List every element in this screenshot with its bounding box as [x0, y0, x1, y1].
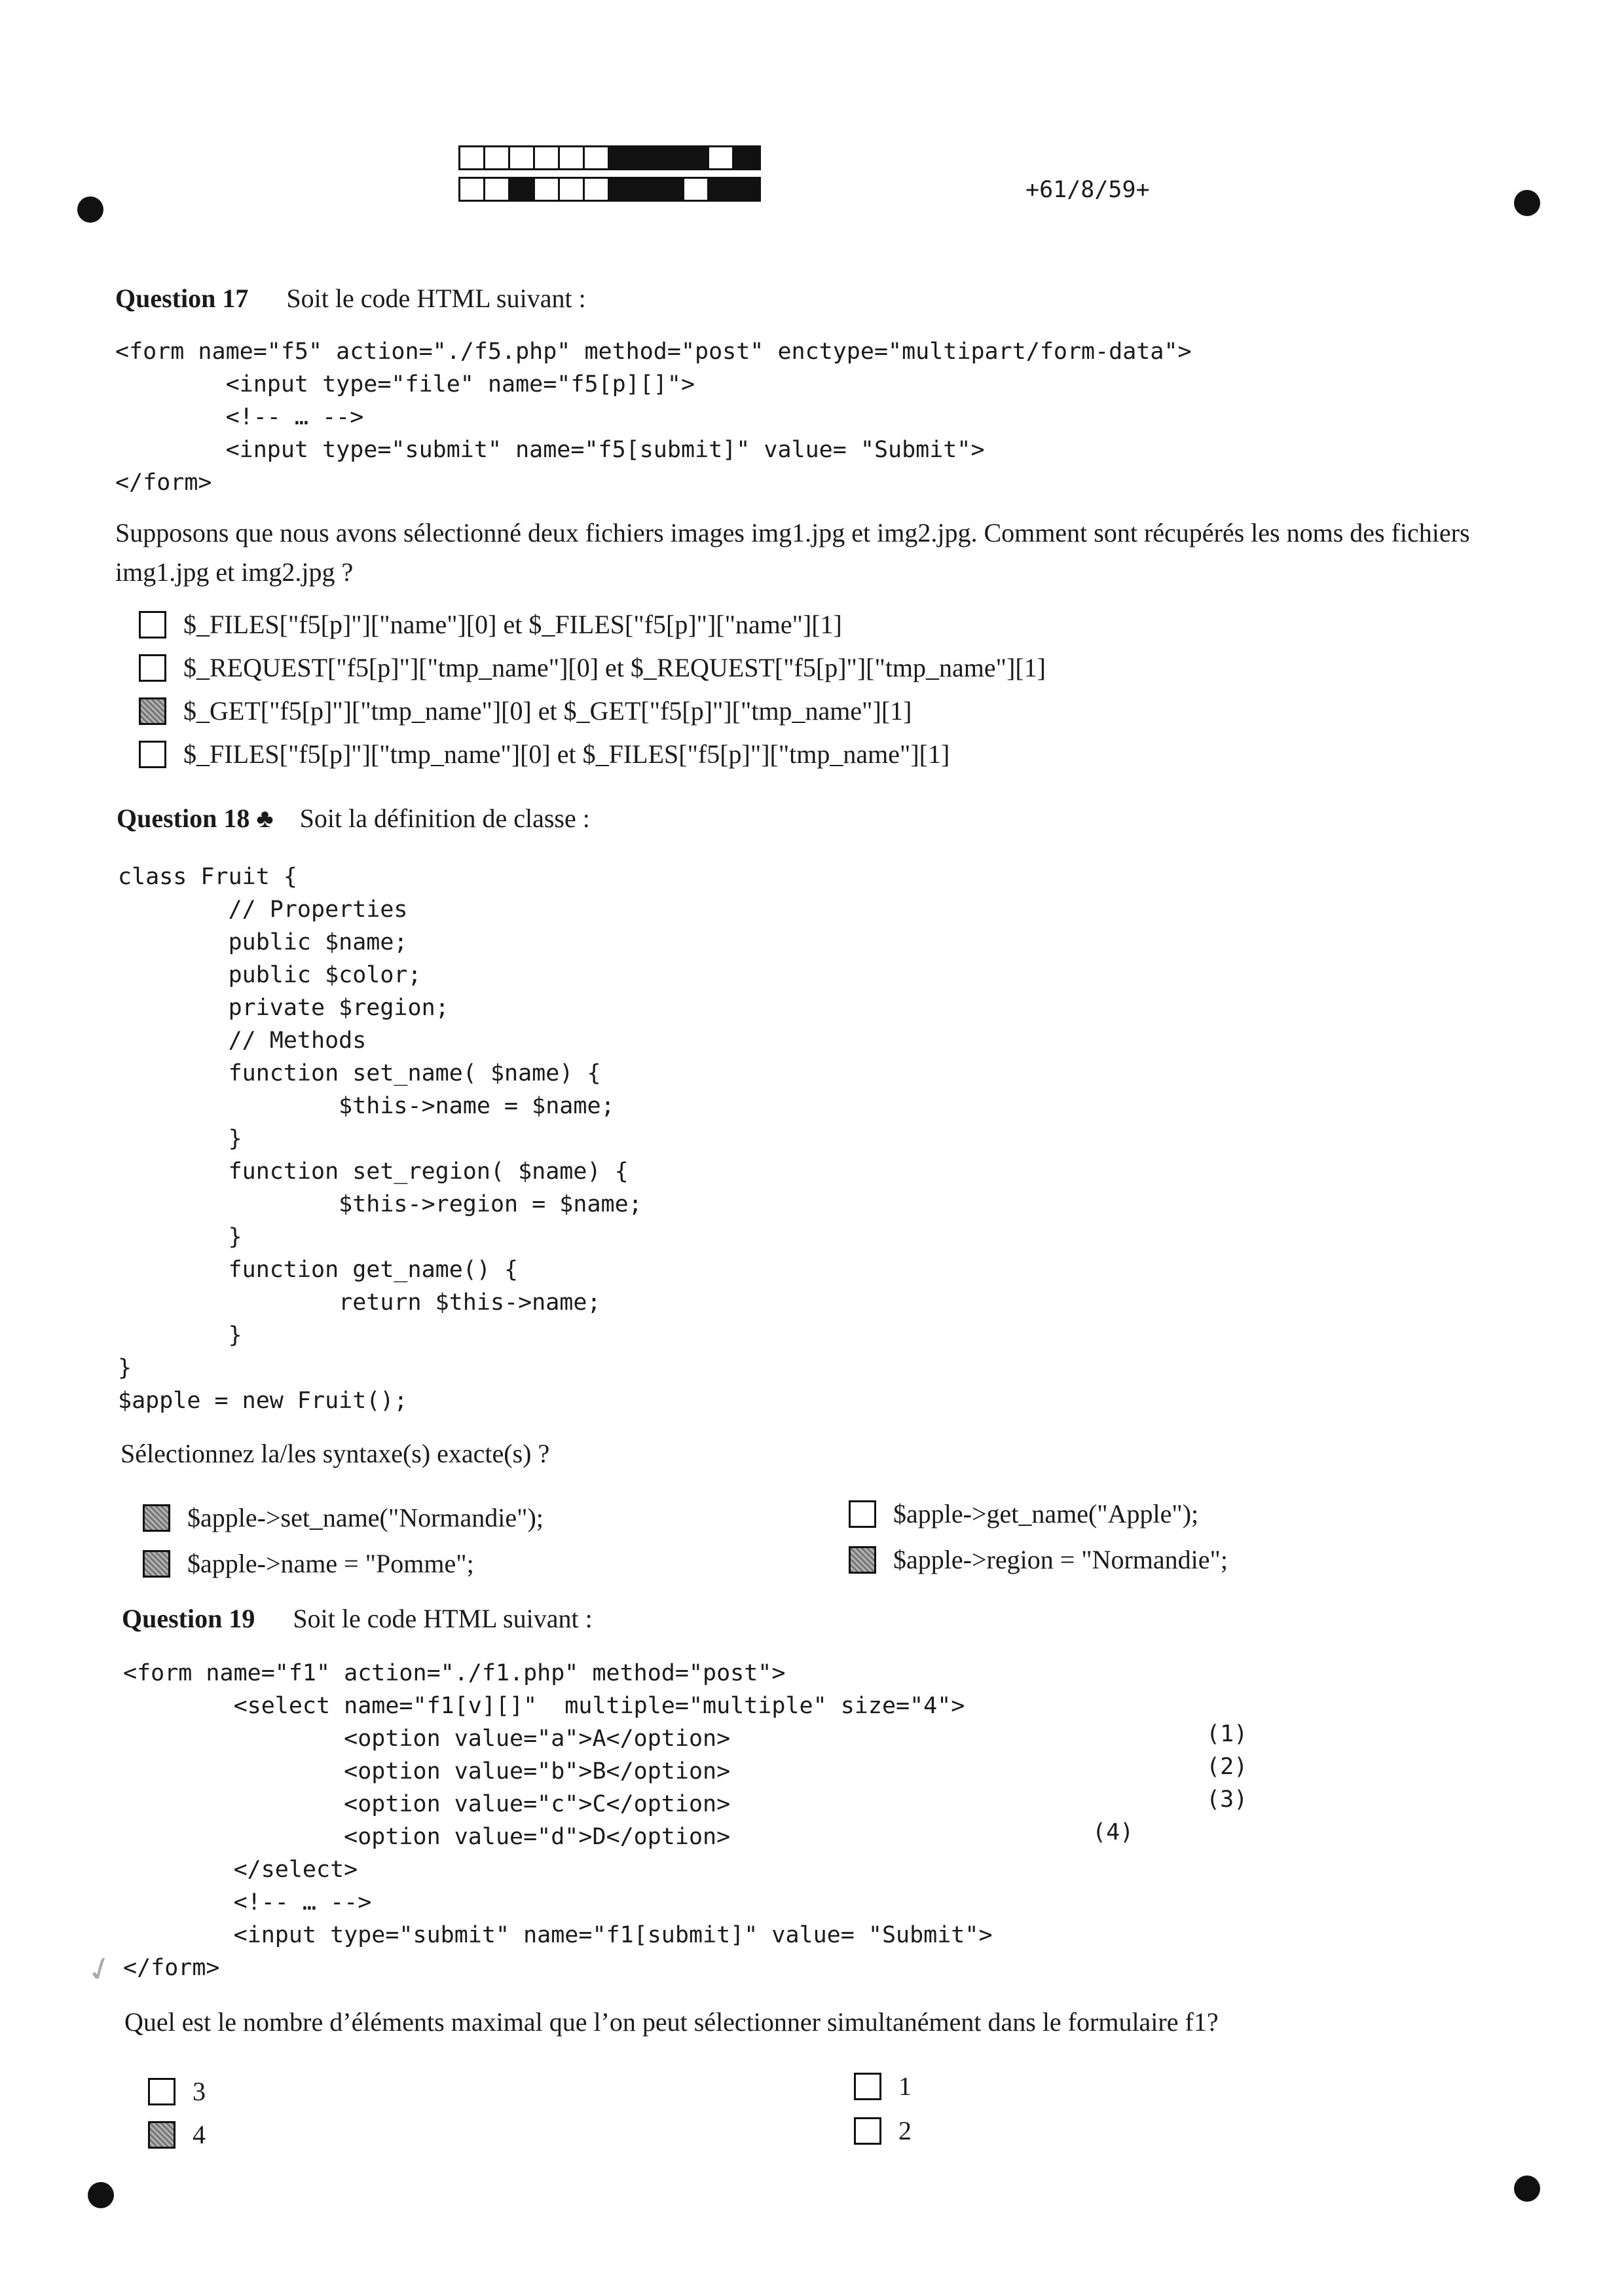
q19-option-3-checkbox[interactable]: [854, 2073, 881, 2100]
barcode-top-cell-10: [684, 147, 709, 168]
barcode-bottom-cell-8: [635, 179, 659, 200]
q19-option-1-label: 3: [193, 2077, 206, 2106]
q19-option-1-checkbox[interactable]: [148, 2078, 175, 2105]
registration-mark-top-right: [1514, 190, 1540, 216]
q18-option-2-checkbox[interactable]: [143, 1550, 170, 1578]
barcode-top-cell-11: [709, 147, 734, 168]
q18-option-4-label: $apple->region = "Normandie";: [893, 1545, 1228, 1574]
barcode-top-cell-7: [610, 147, 635, 168]
q17-heading: [115, 283, 586, 314]
q18-option-2-label: $apple->name = "Pomme";: [187, 1549, 474, 1578]
marginal-check-mark: ✓: [81, 1947, 120, 1991]
q17-option-3-checkbox[interactable]: [139, 697, 166, 725]
barcode-bottom-cell-3: [510, 179, 535, 200]
barcode-top-cell-8: [635, 147, 659, 168]
q17-option-2-checkbox[interactable]: [139, 654, 166, 682]
barcode-bottom-cell-4: [535, 179, 560, 200]
q19-option-2-label: 4: [193, 2120, 206, 2149]
q19-option-4-label: 2: [898, 2116, 912, 2145]
q19-line-note-4: (4): [1092, 1819, 1134, 1845]
barcode-top-cell-2: [485, 147, 510, 168]
q18-option-4[interactable]: [849, 1544, 1228, 1575]
q18-question: Sélectionnez la/les syntaxe(s) exacte(s) ?: [120, 1439, 550, 1468]
q19-option-3-label: 1: [898, 2071, 912, 2101]
q19-heading: [122, 1603, 593, 1634]
registration-mark-bottom-left: [88, 2182, 114, 2208]
q18-option-3-checkbox[interactable]: [849, 1500, 876, 1528]
q17-question: Supposons que nous avons sélectionné deux fichiers images img1.jpg et img2.jpg. Comment sont récupérés les noms des fichiers img1.jpg et img2.jpg ?: [115, 518, 1470, 587]
q19-option-4[interactable]: [854, 2115, 912, 2146]
club-icon: ♣: [256, 804, 274, 833]
barcode-top-cell-9: [659, 147, 684, 168]
barcode-bottom-row: [458, 177, 761, 202]
q18-number: [117, 804, 274, 833]
barcode-top-cell-6: [585, 147, 610, 168]
barcode-bottom-cell-9: [659, 179, 684, 200]
barcode-top-cell-1: [460, 147, 485, 168]
q18-option-4-checkbox[interactable]: [849, 1546, 876, 1574]
q19-option-1[interactable]: [148, 2076, 206, 2107]
barcode-top-cell-3: [510, 147, 535, 168]
q17-option-2[interactable]: [139, 652, 1046, 683]
q18-heading: [117, 803, 590, 834]
registration-mark-top-left: [77, 196, 103, 223]
barcode-bottom-cell-7: [610, 179, 635, 200]
barcode-top-cell-4: [535, 147, 560, 168]
q18-option-3[interactable]: [849, 1498, 1198, 1529]
q17-option-3[interactable]: [139, 695, 912, 726]
q19-line-note-2: (2): [1206, 1754, 1248, 1780]
q18-option-3-label: $apple->get_name("Apple");: [893, 1499, 1199, 1528]
q19-option-2[interactable]: [148, 2119, 206, 2150]
q19-code: <form name="f1" action="./f1.php" method="post"> <select name="f1[v][]" multiple="multiple" size="4"> <option value="a">A</option> <option value="b">B</option> <option value="c">C</option> <option value="d">D</option> </select> <!-- … --> <input type="submit" name="f1[submit]" value= "Submit"> </form>: [123, 1660, 993, 1981]
q17-option-1[interactable]: [139, 609, 842, 640]
q17-option-4-checkbox[interactable]: [139, 741, 166, 768]
q19-intro: Soit le code HTML suivant :: [293, 1604, 593, 1633]
q18-code: class Fruit { // Properties public $name; public $color; private $region; // Methods function set_name( $name) { $this->name = $name; } function set_region( $name) { $this->region = $name; } function get_name() { return $this->name; } } $apple = new Fruit();: [118, 864, 642, 1414]
q19-option-4-checkbox[interactable]: [854, 2117, 881, 2145]
barcode-top-cell-5: [560, 147, 585, 168]
q18-option-1[interactable]: [143, 1502, 544, 1533]
q17-option-4-label: $_FILES["f5[p]"]["tmp_name"][0] et $_FILES["f5[p]"]["tmp_name"][1]: [183, 739, 950, 769]
q19-line-note-3: (3): [1206, 1787, 1248, 1813]
q19-line-note-1: (1): [1206, 1721, 1248, 1747]
q17-intro: Soit le code HTML suivant :: [286, 284, 586, 313]
q19-number: Question 19: [122, 1604, 255, 1633]
q17-option-3-label: $_GET["f5[p]"]["tmp_name"][0] et $_GET["f5[p]"]["tmp_name"][1]: [183, 696, 912, 726]
q17-option-4[interactable]: [139, 739, 950, 769]
q18-option-1-checkbox[interactable]: [143, 1504, 170, 1532]
q17-option-1-label: $_FILES["f5[p]"]["name"][0] et $_FILES["f5[p]"]["name"][1]: [183, 610, 842, 639]
q17-option-2-label: $_REQUEST["f5[p]"]["tmp_name"][0] et $_REQUEST["f5[p]"]["tmp_name"][1]: [183, 653, 1046, 682]
barcode-bottom-cell-5: [560, 179, 585, 200]
barcode-bottom-cell-1: [460, 179, 485, 200]
barcode-bottom-cell-6: [585, 179, 610, 200]
q19-question: Quel est le nombre d’éléments maximal que l’on peut sélectionner simultanément dans le formulaire f1?: [124, 2007, 1219, 2037]
barcode-top-row: [458, 145, 761, 170]
barcode-bottom-cell-2: [485, 179, 510, 200]
barcode-bottom-cell-12: [734, 179, 759, 200]
q17-code: <form name="f5" action="./f5.php" method="post" enctype="multipart/form-data"> <input type="file" name="f5[p][]"> <!-- … --> <input type="submit" name="f5[submit]" value= "Submit"> </form>: [115, 339, 1192, 496]
q19-option-3[interactable]: [854, 2071, 912, 2102]
q18-intro: Soit la définition de classe :: [299, 804, 590, 833]
q18-number-text: Question 18: [117, 804, 250, 833]
barcode-bottom-cell-10: [684, 179, 709, 200]
q19-option-2-checkbox[interactable]: [148, 2121, 175, 2149]
barcode-bottom-cell-11: [709, 179, 734, 200]
q18-option-1-label: $apple->set_name("Normandie");: [187, 1503, 544, 1532]
registration-mark-bottom-right: [1514, 2176, 1540, 2202]
barcode-top-cell-12: [734, 147, 759, 168]
q17-number: Question 17: [115, 284, 249, 313]
q17-option-1-checkbox[interactable]: [139, 611, 166, 639]
q18-option-2[interactable]: [143, 1548, 474, 1579]
exam-id: +61/8/59+: [1025, 177, 1150, 203]
